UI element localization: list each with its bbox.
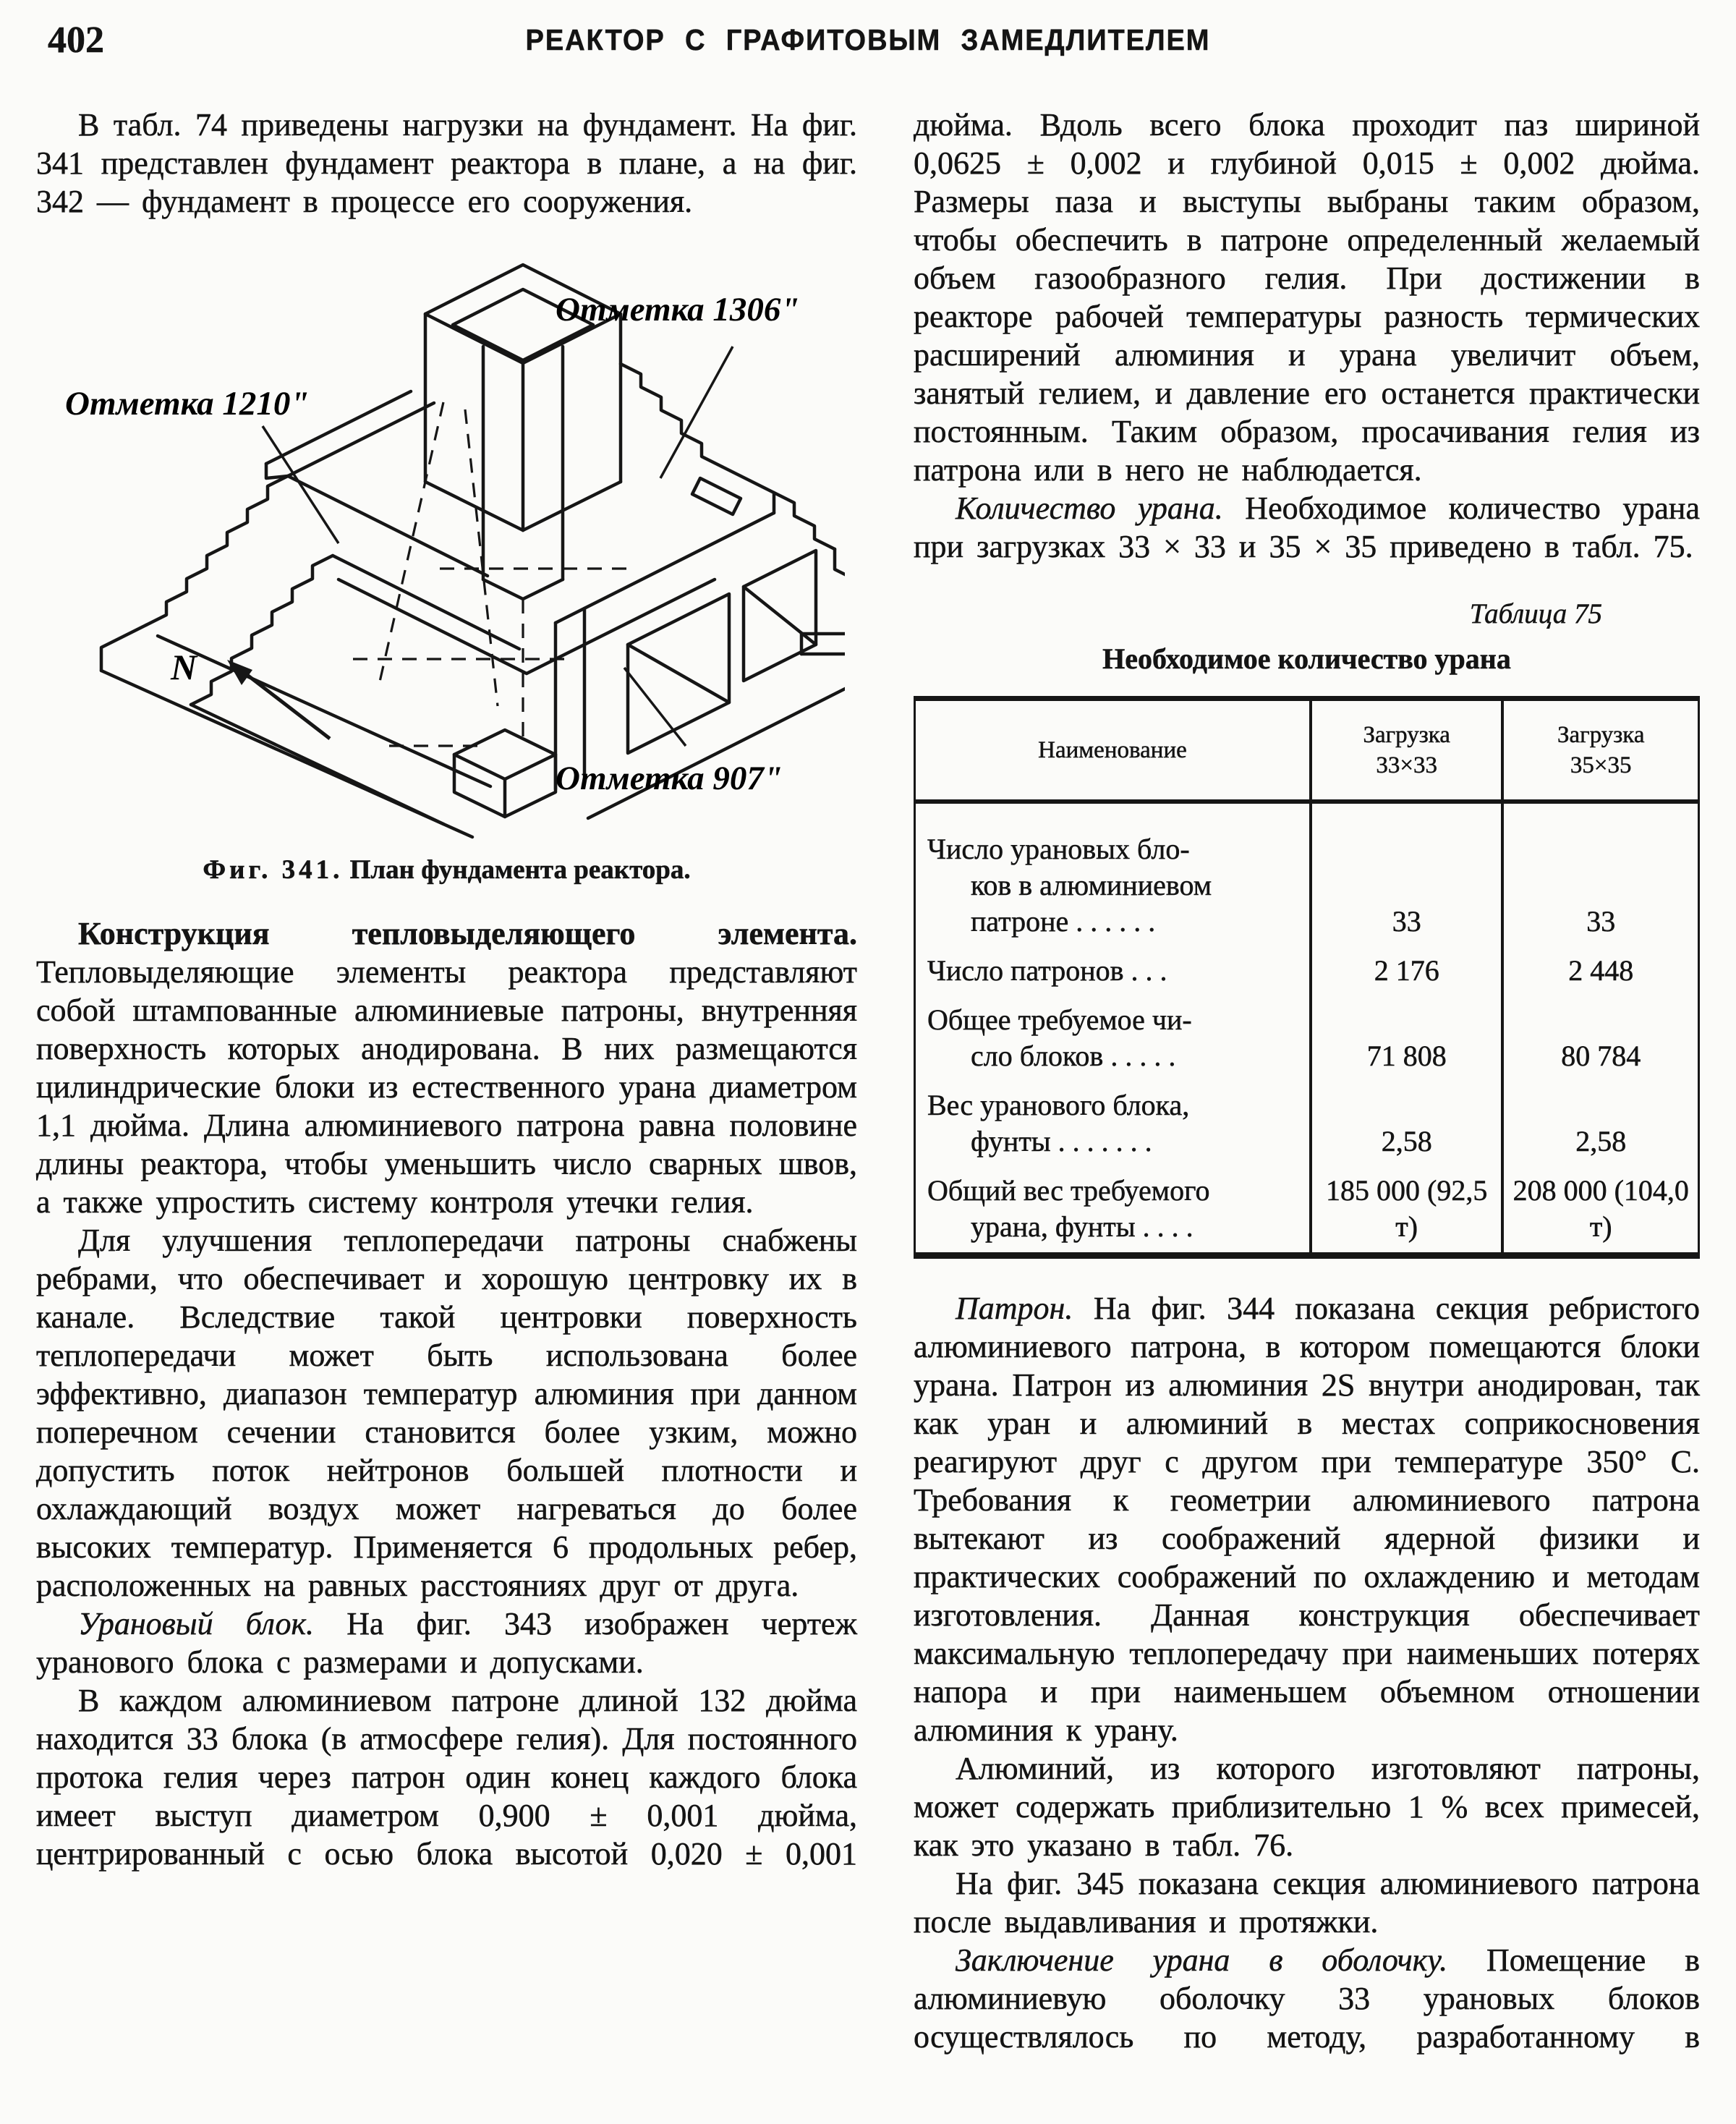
table-row	[915, 802, 1699, 947]
figure-341	[36, 239, 857, 885]
drawing-solid-lines	[101, 265, 845, 837]
row-value-33: 2,58	[1311, 1082, 1503, 1167]
north-label: N	[170, 647, 197, 687]
figure-caption	[36, 854, 857, 885]
page-header	[45, 19, 1691, 64]
row-value-35: 80 784	[1502, 996, 1698, 1082]
row-value-33: 2 176	[1311, 947, 1503, 996]
paragraph-lead-italic: Количество урана.	[956, 490, 1223, 526]
table-header-line: 35×35	[1570, 752, 1632, 778]
paragraph-cartridge-blocks: В каждом алюминиевом патроне длиной 132 дюйма находится 33 блока (в атмосфере гелия). Для постоянного протока гелия через патрон один конец каждого блока имеет выступ диаметром 0,900 ± 0,001 дюйма, центрированный с осью блока высотой 0,020 ± 0,001	[36, 1683, 857, 1872]
figure-caption-text: План фундамента реактора.	[349, 855, 691, 885]
north-arrow-icon	[227, 660, 330, 739]
elevation-label-1210: Отметка 1210"	[64, 385, 309, 422]
table-header-load-33	[1311, 699, 1503, 802]
paragraph-body: На фиг. 343 изображен чертеж уранового блока с размерами и допусками.	[36, 1606, 857, 1680]
paragraph-foundation-loads: В табл. 74 приведены нагрузки на фундамент. На фиг. 341 представлен фундамент реактора в плане, а на фиг. 342 — фундамент в процессе его сооружения.	[36, 107, 857, 219]
row-value-35: 33	[1502, 802, 1698, 947]
table-number-label: Таблица 75	[1469, 598, 1602, 629]
table-row	[915, 996, 1699, 1082]
table-header-line: Загрузка	[1557, 722, 1645, 748]
row-value-33: 71 808	[1311, 996, 1503, 1082]
elevation-label-907: Отметка 907"	[555, 760, 783, 797]
paragraph-uranium-quantity	[914, 489, 1700, 566]
left-column	[36, 106, 857, 2056]
table-row	[915, 1082, 1699, 1167]
row-value-33: 185 000 (92,5 т)	[1311, 1167, 1503, 1256]
table-header-row	[915, 699, 1699, 802]
table-row	[915, 1167, 1699, 1256]
row-value-33: 33	[1311, 802, 1503, 947]
paragraph-body: Необходимое количество урана при загрузках 33 × 33 и 35 × 35 приведено в табл. 75.	[914, 490, 1700, 564]
elevation-label-1306: Отметка 1306"	[555, 291, 799, 328]
table-row	[915, 947, 1699, 996]
paragraph-body: На фиг. 344 показана секция ребристого алюминиевого патрона, в котором помещаются блоки урана. Патрон из алюминия 2S внутри анодирован, так как уран и алюминий в местах соприкосновения реагируют друг с другом при температуре 350° С. Требования к геометрии алюминиевого патрона вытекают из соображений ядерной физики и практических соображений по охлаждению и методам изготовления. Данная конструкция обеспечивает максимальную теплопередачу при наименьших потерях напора и при наименьшем объемном отношении алюминия к урану.	[914, 1291, 1700, 1748]
right-column	[914, 106, 1700, 2056]
running-head: РЕАКТОР С ГРАФИТОВЫМ ЗАМЕДЛИТЕЛЕМ	[525, 23, 1211, 56]
paragraph-canning	[914, 1941, 1700, 2056]
row-value-35: 208 000 (104,0 т)	[1502, 1167, 1698, 1256]
row-value-35: 2 448	[1502, 947, 1698, 996]
paragraph-aluminium-purity: Алюминий, из которого изготовляют патроны, может содержать приблизительно 1 % всех примесей, как это указано в табл. 76.	[914, 1751, 1700, 1863]
row-label: Общий вес требуемого урана, фунты . . . .	[915, 1167, 1311, 1256]
paragraph-lead-italic: Урановый блок.	[78, 1606, 315, 1641]
table-title: Необходимое количество урана	[1102, 642, 1511, 675]
row-value-35: 2,58	[1502, 1082, 1698, 1167]
paragraph-body: Помещение в алюминиевую оболочку 33 урановых блоков осуществлялось по методу, разработанному в	[914, 1942, 1700, 2055]
row-label: Вес уранового блока, фунты . . . . . . .	[915, 1082, 1311, 1167]
table-header-name: Наименование	[915, 699, 1311, 802]
table-header-load-35	[1502, 699, 1698, 802]
paragraph-fuel-element-design	[36, 914, 857, 1221]
table-75	[914, 696, 1700, 1259]
row-label: Общее требуемое чи- сло блоков . . . . .	[915, 996, 1311, 1082]
paragraph-uranium-block	[36, 1605, 857, 1681]
paragraph-groove: дюйма. Вдоль всего блока проходит паз шириной 0,0625 ± 0,002 и глубиной 0,015 ± 0,002 дюйма. Размеры паза и выступы выбраны таким образом, чтобы обеспечить в патроне определенный желаемый объем газообразного гелия. При достижении в реакторе рабочей температуры разность термических расширений алюминия и урана увеличит объем, занятый гелием, и давление его останется практически постоянным. Таким образом, просачивания гелия из патрона или в него не наблюдается.	[914, 107, 1700, 488]
paragraph-fins: Для улучшения теплопередачи патроны снабжены ребрами, что обеспечивает и хорошую центровку их в канале. Вследствие такой центровки поверхность теплопередачи может быть использована более эффективно, диапазон температур алюминия при данном поперечном сечении становится более узким, можно допустить поток нейтронов большей плотности и охлаждающий воздух может нагреваться до более высоких температур. Применяется 6 продольных ребер, расположенных на равных расстояниях друг от друга.	[36, 1223, 857, 1603]
table-header-line: Загрузка	[1363, 722, 1450, 748]
figure-caption-number: Фиг. 341.	[203, 855, 344, 885]
table-header-line: 33×33	[1376, 752, 1437, 778]
paragraph-lead-italic: Заключение урана в оболочку.	[956, 1942, 1448, 1978]
drawing-hidden-lines	[353, 402, 628, 746]
paragraph-cartridge	[914, 1289, 1700, 1749]
paragraph-body: Тепловыделяющие элементы реактора представляют собой штампованные алюминиевые патроны, внутренняя поверхность которых анодирована. В них размещаются цилиндрические блоки из естественного урана диаметром 1,1 дюйма. Длина алюминиевого патрона равна половине длины реактора, чтобы уменьшить число сварных швов, а также упростить систему контроля утечки гелия.	[36, 954, 857, 1220]
page-number: 402	[48, 20, 104, 61]
row-label: Число патронов . . .	[915, 947, 1311, 996]
paragraph-lead-bold: Конструкция тепловыделяющего элемента.	[78, 916, 857, 951]
two-column-layout	[0, 106, 1736, 2056]
paragraph-lead-italic: Патрон.	[956, 1291, 1073, 1326]
leader-line-1306	[660, 347, 733, 478]
leader-line-907	[624, 668, 686, 746]
paragraph-fig-345: На фиг. 345 показана секция алюминиевого патрона после выдавливания и протяжки.	[914, 1866, 1700, 1940]
row-label: Число урановых бло- ков в алюминиевом патроне . . . . . .	[915, 802, 1311, 947]
foundation-isometric-drawing	[49, 239, 845, 840]
